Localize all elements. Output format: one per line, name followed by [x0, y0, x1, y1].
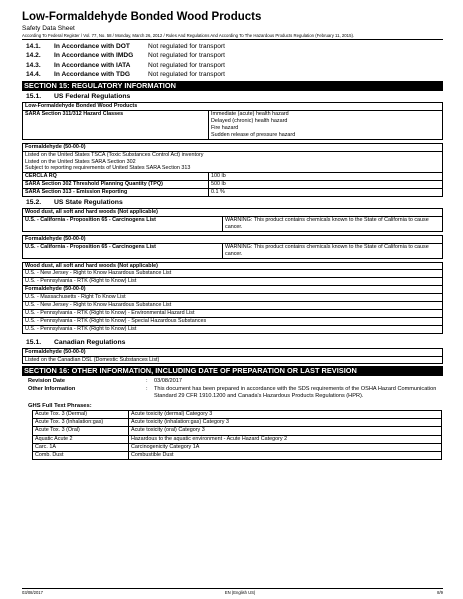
- canadian-table: [22, 348, 443, 365]
- ghs-code: Acute Tox. 3 (Dermal): [33, 411, 129, 419]
- colon: :: [146, 378, 148, 385]
- transport-num: 14.4.: [26, 70, 41, 78]
- header-divider: [22, 39, 443, 40]
- footer-language: EN (English US): [224, 590, 256, 595]
- transport-label: In Accordance with IATA: [54, 61, 131, 69]
- regulation-note: According To Federal Register / Vol. 77, No. 58 / Monday, March 26, 2012 / Rules And Regulations And According To The Hazardous Products Regulation (February 11, 2015).: [22, 33, 355, 38]
- formaldehyde-line: Listed on the United States TSCA (Toxic Substances Control Act) inventory: [25, 151, 204, 158]
- document-subtitle: Safety Data Sheet: [22, 25, 75, 32]
- footer-page-number: 8/9: [437, 590, 443, 595]
- prop65-label-cell: U.S. - California - Proposition 65 - Carcinogens List: [23, 243, 223, 258]
- ghs-text: Hazardous to the aquatic environment - Acute Hazard Category 2: [129, 435, 442, 443]
- transport-value: Not regulated for transport: [148, 43, 225, 50]
- dsl-cell: Listed on the Canadian DSL (Domestic Substances List): [23, 356, 443, 364]
- formaldehyde-line: Subject to reporting requirements of United States SARA Section 313: [25, 165, 191, 172]
- sara-value: Delayed (chronic) health hazard: [211, 118, 288, 124]
- ghs-row: [33, 443, 442, 451]
- subsection-state: [22, 197, 443, 208]
- wood-dust-header-cell: Wood dust, all soft and hard woods (Not applicable): [23, 262, 443, 270]
- list-cell: U.S. - Pennsylvania - RTK (Right to Know) List: [23, 325, 443, 333]
- formaldehyde-header-cell: Formaldehyde (50-00-0): [23, 286, 443, 294]
- ghs-row: [33, 411, 442, 419]
- revision-value: 03/08/2017: [154, 378, 182, 385]
- ghs-row: [33, 427, 442, 435]
- sara-value: Immediate (acute) health hazard: [211, 111, 289, 118]
- federal-product-table: [22, 102, 443, 140]
- formaldehyde-header-cell: Formaldehyde (50-00-0): [23, 143, 443, 151]
- subsection-num: 15.2.: [26, 199, 42, 207]
- revision-label: Revision Date: [28, 378, 65, 385]
- kv-label: SARA Section 313 - Emission Reporting: [23, 189, 209, 197]
- list-cell: U.S. - Pennsylvania - RTK (Right to Know) - Environmental Hazard List: [23, 309, 443, 317]
- sds-page: [22, 10, 443, 460]
- ghs-code: Comb. Dust: [33, 452, 129, 460]
- kv-value: 0.1 %: [209, 189, 443, 197]
- other-info-row: [22, 386, 443, 400]
- transport-value: Not regulated for transport: [148, 52, 225, 60]
- transport-num: 14.3.: [26, 61, 41, 69]
- prop65-warning-cell: WARNING: This product contains chemicals known to the State of California to cause cancer.: [223, 216, 443, 231]
- wood-dust-header-cell: Wood dust, all soft and hard woods (Not applicable): [23, 209, 443, 217]
- transport-num: 14.2.: [26, 52, 41, 60]
- formaldehyde-lines-cell: [23, 151, 443, 173]
- transport-list: [22, 42, 443, 79]
- kv-value: 500 lb: [209, 181, 443, 189]
- formaldehyde-header-cell: Formaldehyde (50-00-0): [23, 348, 443, 356]
- other-info-label: Other Information: [28, 385, 76, 392]
- subsection-num: 15.1.: [26, 338, 42, 346]
- kv-label: SARA Section 302 Threshold Planning Quantity (TPQ): [23, 181, 209, 189]
- list-cell: U.S. - Massachusetts - Right To Know List: [23, 294, 443, 302]
- transport-value: Not regulated for transport: [148, 70, 225, 78]
- section-16-header: SECTION 16: OTHER INFORMATION, INCLUDING DATE OF PREPARATION OR LAST REVISION: [22, 366, 443, 376]
- ghs-code: Acute Tox. 3 (Oral): [33, 427, 129, 435]
- ghs-table: [32, 410, 442, 460]
- list-cell: U.S. - Pennsylvania - RTK (Right to Know) - Special Hazardous Substances: [23, 317, 443, 325]
- prop65-warning-cell: WARNING: This product contains chemicals known to the State of California to cause cancer.: [223, 243, 443, 258]
- sara-label-cell: SARA Section 311/312 Hazard Classes: [23, 111, 209, 140]
- state-wood-dust-table: [22, 208, 443, 232]
- colon: :: [146, 385, 148, 392]
- revision-row: [22, 378, 443, 385]
- other-info-value: This document has been prepared in accordance with the SDS requirements of the OSHA Hazard Communication Standard 29 CFR 1910.1200 and Canada's Hazardous Products Regulations (HPR).: [154, 385, 437, 399]
- subsection-canadian: [22, 337, 443, 348]
- ghs-row: [33, 452, 442, 460]
- subsection-federal: [22, 91, 443, 102]
- ghs-code: Acute Tox. 3 (Inhalation:gas): [33, 419, 129, 427]
- transport-num: 14.1.: [26, 43, 41, 50]
- ghs-text: Combustible Dust: [129, 452, 442, 460]
- transport-label: In Accordance with IMDG: [54, 52, 134, 60]
- formaldehyde-line: Listed on the United States SARA Section 302: [25, 158, 136, 165]
- ghs-title: GHS Full Text Phrases:: [28, 403, 92, 410]
- ghs-row: [33, 435, 442, 443]
- document-title: Low-Formaldehyde Bonded Wood Products: [22, 11, 262, 23]
- formaldehyde-header-cell: Formaldehyde (50-00-0): [23, 235, 443, 243]
- subsection-title: US State Regulations: [54, 199, 123, 207]
- list-cell: U.S. - New Jersey - Right to Know Hazardous Substance List: [23, 270, 443, 278]
- ghs-text: Acute toxicity (dermal) Category 3: [129, 411, 442, 419]
- subsection-title: Canadian Regulations: [54, 338, 126, 346]
- subsection-title: US Federal Regulations: [54, 93, 131, 101]
- ghs-code: Aquatic Acute 2: [33, 435, 129, 443]
- subsection-num: 15.1.: [26, 93, 42, 101]
- transport-label: In Accordance with DOT: [54, 43, 130, 50]
- transport-value: Not regulated for transport: [148, 61, 225, 69]
- transport-row: [22, 51, 443, 60]
- transport-row: [22, 61, 443, 70]
- list-cell: U.S. - New Jersey - Right to Know Hazardous Substance List: [23, 302, 443, 310]
- kv-value: 100 lb: [209, 173, 443, 181]
- transport-row: [22, 42, 443, 51]
- sara-value: Sudden release of pressure hazard: [211, 131, 296, 138]
- ghs-text: Acute toxicity (oral) Category 3: [129, 427, 442, 435]
- section-15-header: SECTION 15: REGULATORY INFORMATION: [22, 81, 443, 91]
- product-name-cell: Low-Formaldehyde Bonded Wood Products: [23, 103, 443, 111]
- transport-label: In Accordance with TDG: [54, 70, 130, 78]
- transport-row: [22, 70, 443, 79]
- ghs-text: Acute toxicity (inhalation:gas) Category 3: [129, 419, 442, 427]
- ghs-text: Carcinogenicity Category 1A: [129, 443, 442, 451]
- sara-value: Fire hazard: [211, 124, 239, 131]
- footer-date: 03/08/2017: [22, 590, 43, 595]
- kv-label: CERCLA RQ: [23, 173, 209, 181]
- state-wood-dust-lists-table: [22, 262, 443, 334]
- ghs-code: Carc. 1A: [33, 443, 129, 451]
- list-cell: U.S. - Pennsylvania - RTK (Right to Know) List: [23, 278, 443, 286]
- sara-values-cell: [209, 111, 443, 140]
- prop65-label-cell: U.S. - California - Proposition 65 - Carcinogens List: [23, 216, 223, 231]
- page-footer: [22, 588, 443, 595]
- federal-formaldehyde-table: [22, 143, 443, 197]
- state-formaldehyde-prop65-table: [22, 235, 443, 259]
- ghs-row: [33, 419, 442, 427]
